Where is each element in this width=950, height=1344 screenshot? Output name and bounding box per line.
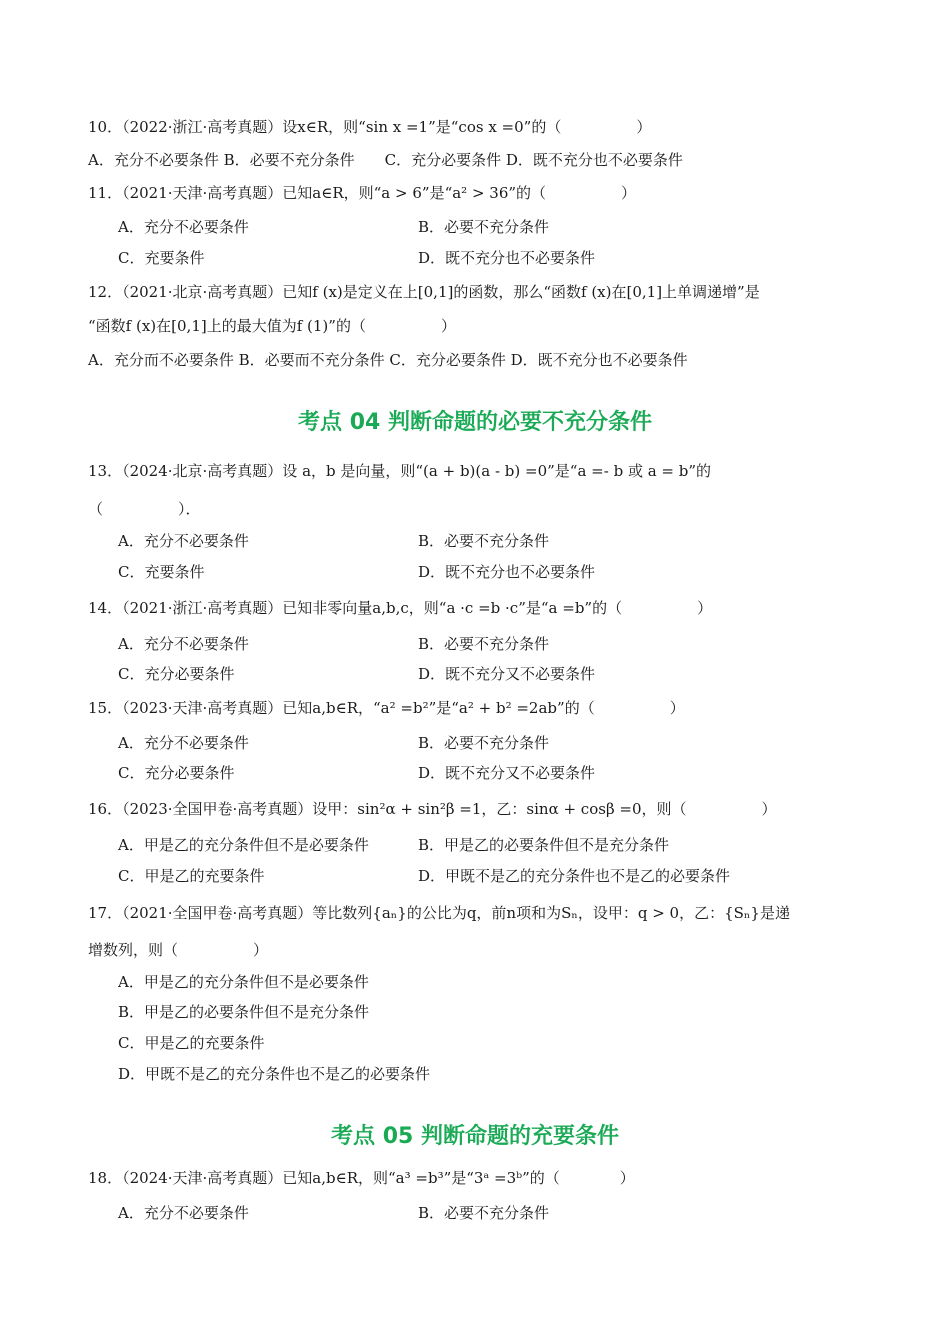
section-heading-05: 考点 05 判断命题的充要条件 — [331, 1124, 619, 1149]
question-14-option-b: B．必要不充分条件 — [418, 635, 550, 653]
question-13-stem-line1: 13．（2024·北京·高考真题）设 a，b 是向量，则“(a + b)(a - b) =0”是“a =- b 或 a = b”的 — [88, 462, 712, 480]
question-17-option-d: D．甲既不是乙的充分条件也不是乙的必要条件 — [118, 1065, 431, 1083]
question-11-option-c: C．充要条件 — [118, 249, 205, 267]
question-12-options: A．充分而不必要条件 B．必要而不充分条件 C．充分必要条件 D．既不充分也不必要条件 — [88, 351, 688, 369]
question-14-option-d: D．既不充分又不必要条件 — [418, 665, 596, 683]
question-14-stem: 14．（2021·浙江·高考真题）已知非零向量a,b,c，则“a ·c =b ·c”是“a =b”的（ ） — [88, 599, 713, 617]
question-10-stem: 10．（2022·浙江·高考真题）设x∈R，则“sin x =1”是“cos x =0”的（ ） — [88, 118, 652, 136]
question-17-option-b: B．甲是乙的必要条件但不是充分条件 — [118, 1003, 370, 1021]
question-13-stem-line2: （ ）． — [88, 500, 201, 518]
question-15-option-c: C．充分必要条件 — [118, 764, 235, 782]
question-16-option-b: B．甲是乙的必要条件但不是充分条件 — [418, 836, 670, 854]
question-14-option-c: C．充分必要条件 — [118, 665, 235, 683]
question-15-option-d: D．既不充分又不必要条件 — [418, 764, 596, 782]
question-10-options: A．充分不必要条件 B．必要不充分条件 C．充分必要条件 D．既不充分也不必要条件 — [88, 151, 683, 169]
question-11-stem: 11．（2021·天津·高考真题）已知a∈R，则“a > 6”是“a² > 36”的（ ） — [88, 184, 637, 202]
question-15-option-b: B．必要不充分条件 — [418, 734, 550, 752]
question-11-option-a: A．充分不必要条件 — [118, 218, 249, 236]
question-18-stem: 18．（2024·天津·高考真题）已知a,b∈R，则“a³ =b³”是“3ᵃ =3ᵇ”的（ ） — [88, 1169, 635, 1187]
question-13-option-a: A．充分不必要条件 — [118, 532, 249, 550]
question-12-stem-line2: “函数f (x)在[0,1]上的最大值为f (1)”的（ ） — [88, 317, 456, 335]
question-16-option-d: D．甲既不是乙的充分条件也不是乙的必要条件 — [418, 867, 731, 885]
question-13-option-b: B．必要不充分条件 — [418, 532, 550, 550]
question-13-option-d: D．既不充分也不必要条件 — [418, 563, 596, 581]
question-16-option-c: C．甲是乙的充要条件 — [118, 867, 265, 885]
question-17-stem-line2: 增数列，则（ ） — [88, 941, 269, 959]
question-17-option-a: A．甲是乙的充分条件但不是必要条件 — [118, 973, 369, 991]
question-13-option-c: C．充要条件 — [118, 563, 205, 581]
question-15-option-a: A．充分不必要条件 — [118, 734, 249, 752]
question-11-option-b: B．必要不充分条件 — [418, 218, 550, 236]
question-16-option-a: A．甲是乙的充分条件但不是必要条件 — [118, 836, 369, 854]
section-heading-04: 考点 04 判断命题的必要不充分条件 — [298, 410, 652, 435]
question-14-option-a: A．充分不必要条件 — [118, 635, 249, 653]
question-17-stem-line1: 17．（2021·全国甲卷·高考真题）等比数列{aₙ}的公比为q，前n项和为Sₙ，设甲：q > 0，乙：{Sₙ}是递 — [88, 904, 790, 922]
question-16-stem: 16．（2023·全国甲卷·高考真题）设甲：sin²α + sin²β =1，乙：sinα + cosβ =0，则（ ） — [88, 800, 777, 818]
question-18-option-b: B．必要不充分条件 — [418, 1204, 550, 1222]
question-15-stem: 15．（2023·天津·高考真题）已知a,b∈R，“a² =b²”是“a² + b² =2ab”的（ ） — [88, 699, 685, 717]
question-17-option-c: C．甲是乙的充要条件 — [118, 1034, 265, 1052]
question-18-option-a: A．充分不必要条件 — [118, 1204, 249, 1222]
question-11-option-d: D．既不充分也不必要条件 — [418, 249, 596, 267]
question-12-stem-line1: 12．（2021·北京·高考真题）已知f (x)是定义在上[0,1]的函数，那么“函数f (x)在[0,1]上单调递增”是 — [88, 283, 760, 301]
